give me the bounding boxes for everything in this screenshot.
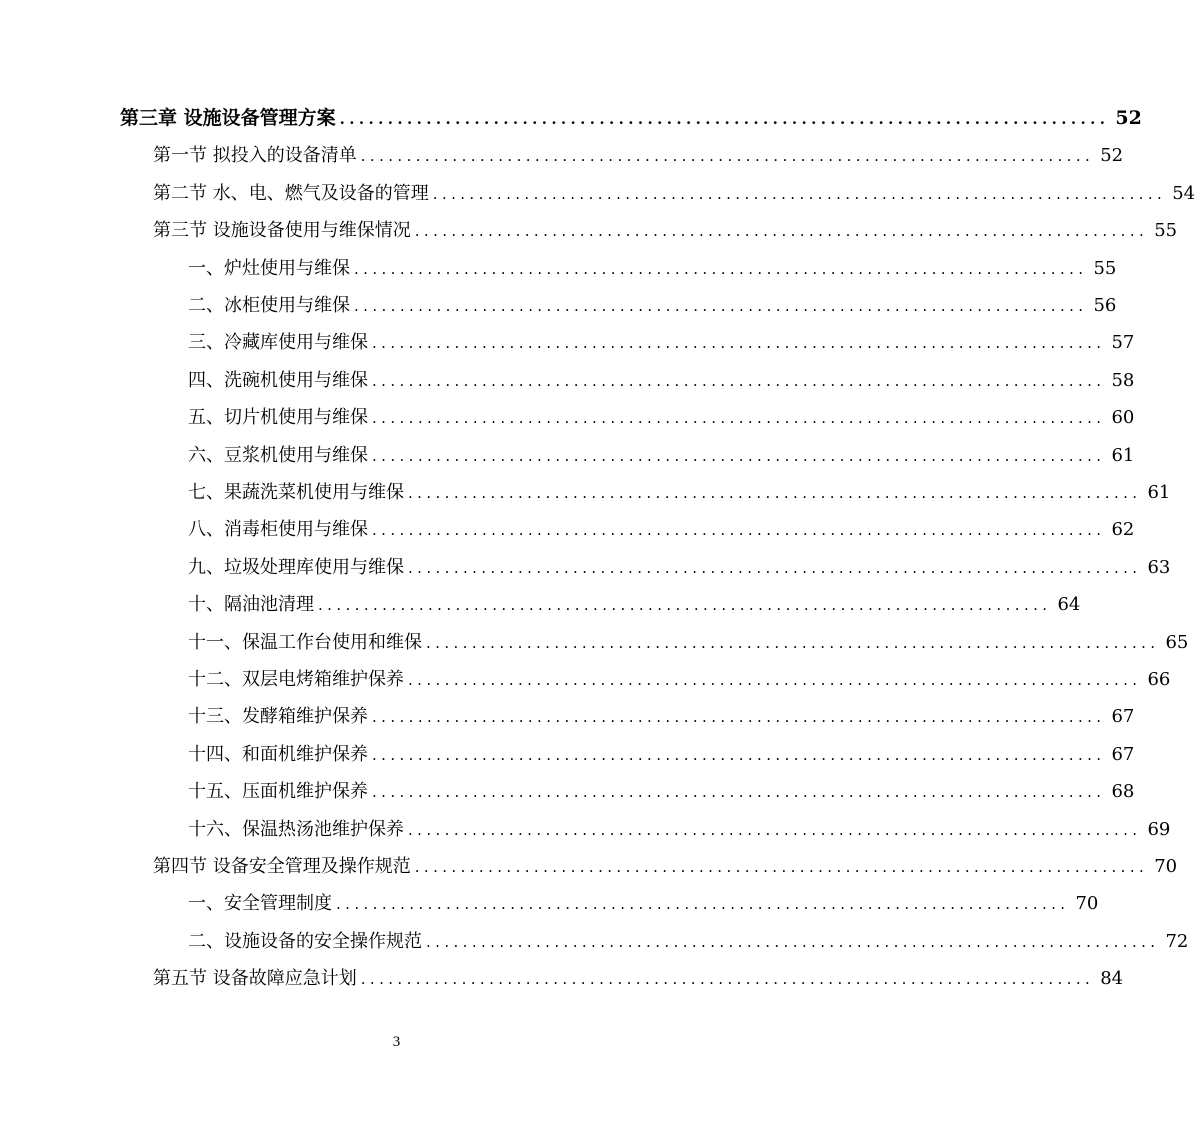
toc-leader-dots: ................................................................................ — [426, 634, 1160, 652]
toc-entry-page: 62 — [1111, 519, 1135, 540]
toc-entry-label: 一、炉灶使用与维保 — [188, 258, 350, 279]
toc-leader-dots: ................................................................................ — [318, 596, 1052, 614]
toc-entry-page: 69 — [1147, 819, 1171, 840]
toc-leader-dots: ................................................................................ — [414, 222, 1149, 240]
toc-entry-page: 70 — [1075, 893, 1099, 914]
toc-leader-dots: ................................................................................ — [339, 110, 1110, 128]
toc-entry-page: 68 — [1111, 781, 1135, 802]
toc-leader-dots: ................................................................................ — [432, 185, 1167, 203]
toc-entry-label: 十六、保温热汤池维护保养 — [188, 819, 404, 840]
toc-entry-page: 70 — [1154, 856, 1178, 877]
toc-leader-dots: ................................................................................ — [360, 970, 1095, 988]
toc-entry-label: 一、安全管理制度 — [188, 893, 332, 914]
toc-entry-page: 72 — [1165, 931, 1189, 952]
toc-leader-dots: ................................................................................ — [372, 447, 1106, 465]
toc-leader-dots: ................................................................................ — [360, 147, 1095, 165]
toc-entry-label: 五、切片机使用与维保 — [188, 407, 368, 428]
toc-entry-label: 十四、和面机维护保养 — [188, 744, 368, 765]
toc-entry-page: 52 — [1100, 145, 1124, 166]
toc-entry-page: 56 — [1093, 295, 1117, 316]
toc-entry-page: 67 — [1111, 744, 1135, 765]
toc-entry-page: 61 — [1111, 445, 1135, 466]
toc-entry[interactable] — [188, 250, 1117, 287]
toc-entry[interactable] — [188, 549, 1171, 586]
toc-entry[interactable] — [188, 661, 1171, 698]
toc-entry-page: 52 — [1115, 107, 1142, 129]
toc-entry-page: 58 — [1111, 370, 1135, 391]
toc-entry[interactable] — [188, 736, 1135, 773]
toc-entry-label: 十五、压面机维护保养 — [188, 781, 368, 802]
toc-entry[interactable] — [188, 399, 1135, 436]
toc-entry-label: 第二节 水、电、燃气及设备的管理 — [153, 183, 429, 204]
toc-entry-page: 60 — [1111, 407, 1135, 428]
toc-entry[interactable] — [188, 511, 1135, 548]
toc-entry-label: 第五节 设备故障应急计划 — [153, 968, 357, 989]
toc-leader-dots: ................................................................................ — [372, 708, 1106, 726]
toc-entry-page: 84 — [1100, 968, 1124, 989]
toc-entry-label: 第一节 拟投入的设备清单 — [153, 145, 357, 166]
toc-entry[interactable] — [188, 698, 1135, 735]
toc-entry-page: 57 — [1111, 332, 1135, 353]
toc-leader-dots: ................................................................................ — [408, 559, 1142, 577]
toc-entry-label: 八、消毒柜使用与维保 — [188, 519, 368, 540]
toc-entry[interactable] — [188, 773, 1135, 810]
toc-leader-dots: ................................................................................ — [408, 484, 1142, 502]
toc-entry-page: 66 — [1147, 669, 1171, 690]
toc-entry[interactable] — [188, 287, 1117, 324]
toc-entry-label: 十一、保温工作台使用和维保 — [188, 632, 422, 653]
toc-entry[interactable] — [188, 923, 1189, 960]
toc-entry-label: 三、冷藏库使用与维保 — [188, 332, 368, 353]
toc-leader-dots: ................................................................................ — [354, 260, 1088, 278]
toc-entry-label: 十、隔油池清理 — [188, 594, 314, 615]
toc-leader-dots: ................................................................................ — [414, 858, 1149, 876]
toc-entry-label: 第三章 设施设备管理方案 — [120, 107, 336, 129]
toc-entry[interactable] — [153, 137, 1124, 174]
toc-entry[interactable] — [153, 212, 1178, 249]
toc-leader-dots: ................................................................................ — [372, 409, 1106, 427]
page-number: 3 — [392, 1034, 401, 1050]
toc-entry-label: 七、果蔬洗菜机使用与维保 — [188, 482, 404, 503]
toc-entry[interactable] — [153, 848, 1178, 885]
toc-entry-page: 67 — [1111, 706, 1135, 727]
toc-entry[interactable] — [120, 100, 1142, 137]
toc-leader-dots: ................................................................................ — [426, 933, 1160, 951]
toc-leader-dots: ................................................................................ — [408, 821, 1142, 839]
toc-leader-dots: ................................................................................ — [372, 746, 1106, 764]
toc-leader-dots: ................................................................................ — [372, 783, 1106, 801]
toc-leader-dots: ................................................................................ — [336, 895, 1070, 913]
toc-entry-label: 第四节 设备安全管理及操作规范 — [153, 856, 411, 877]
toc-entry[interactable] — [188, 362, 1135, 399]
toc-entry-label: 十二、双层电烤箱维护保养 — [188, 669, 404, 690]
toc-entry[interactable] — [153, 175, 1195, 212]
toc-entry[interactable] — [188, 811, 1171, 848]
toc-entry-label: 二、设施设备的安全操作规范 — [188, 931, 422, 952]
toc-entry-page: 65 — [1165, 632, 1189, 653]
toc-leader-dots: ................................................................................ — [372, 372, 1106, 390]
toc-entry[interactable] — [188, 324, 1135, 361]
toc-entry-label: 六、豆浆机使用与维保 — [188, 445, 368, 466]
toc-entry-label: 九、垃圾处理库使用与维保 — [188, 557, 404, 578]
toc-entry[interactable] — [188, 437, 1135, 474]
toc-leader-dots: ................................................................................ — [372, 334, 1106, 352]
toc-entry-page: 54 — [1172, 183, 1195, 204]
toc-entry-label: 二、冰柜使用与维保 — [188, 295, 350, 316]
toc-entry-page: 55 — [1093, 258, 1117, 279]
toc-leader-dots: ................................................................................ — [408, 671, 1142, 689]
toc-entry[interactable] — [188, 474, 1171, 511]
toc-entry[interactable] — [188, 624, 1189, 661]
toc-entry-page: 64 — [1057, 594, 1081, 615]
toc-leader-dots: ................................................................................ — [354, 297, 1088, 315]
toc-entry-label: 十三、发酵箱维护保养 — [188, 706, 368, 727]
toc-leader-dots: ................................................................................ — [372, 521, 1106, 539]
toc-entry-label: 第三节 设施设备使用与维保情况 — [153, 220, 411, 241]
toc-entry-page: 55 — [1154, 220, 1178, 241]
toc-entry-label: 四、洗碗机使用与维保 — [188, 370, 368, 391]
toc-entry-page: 63 — [1147, 557, 1171, 578]
toc-entry[interactable] — [188, 586, 1081, 623]
toc-entry-page: 61 — [1147, 482, 1171, 503]
toc-entry[interactable] — [153, 960, 1124, 997]
toc-entry[interactable] — [188, 885, 1099, 922]
